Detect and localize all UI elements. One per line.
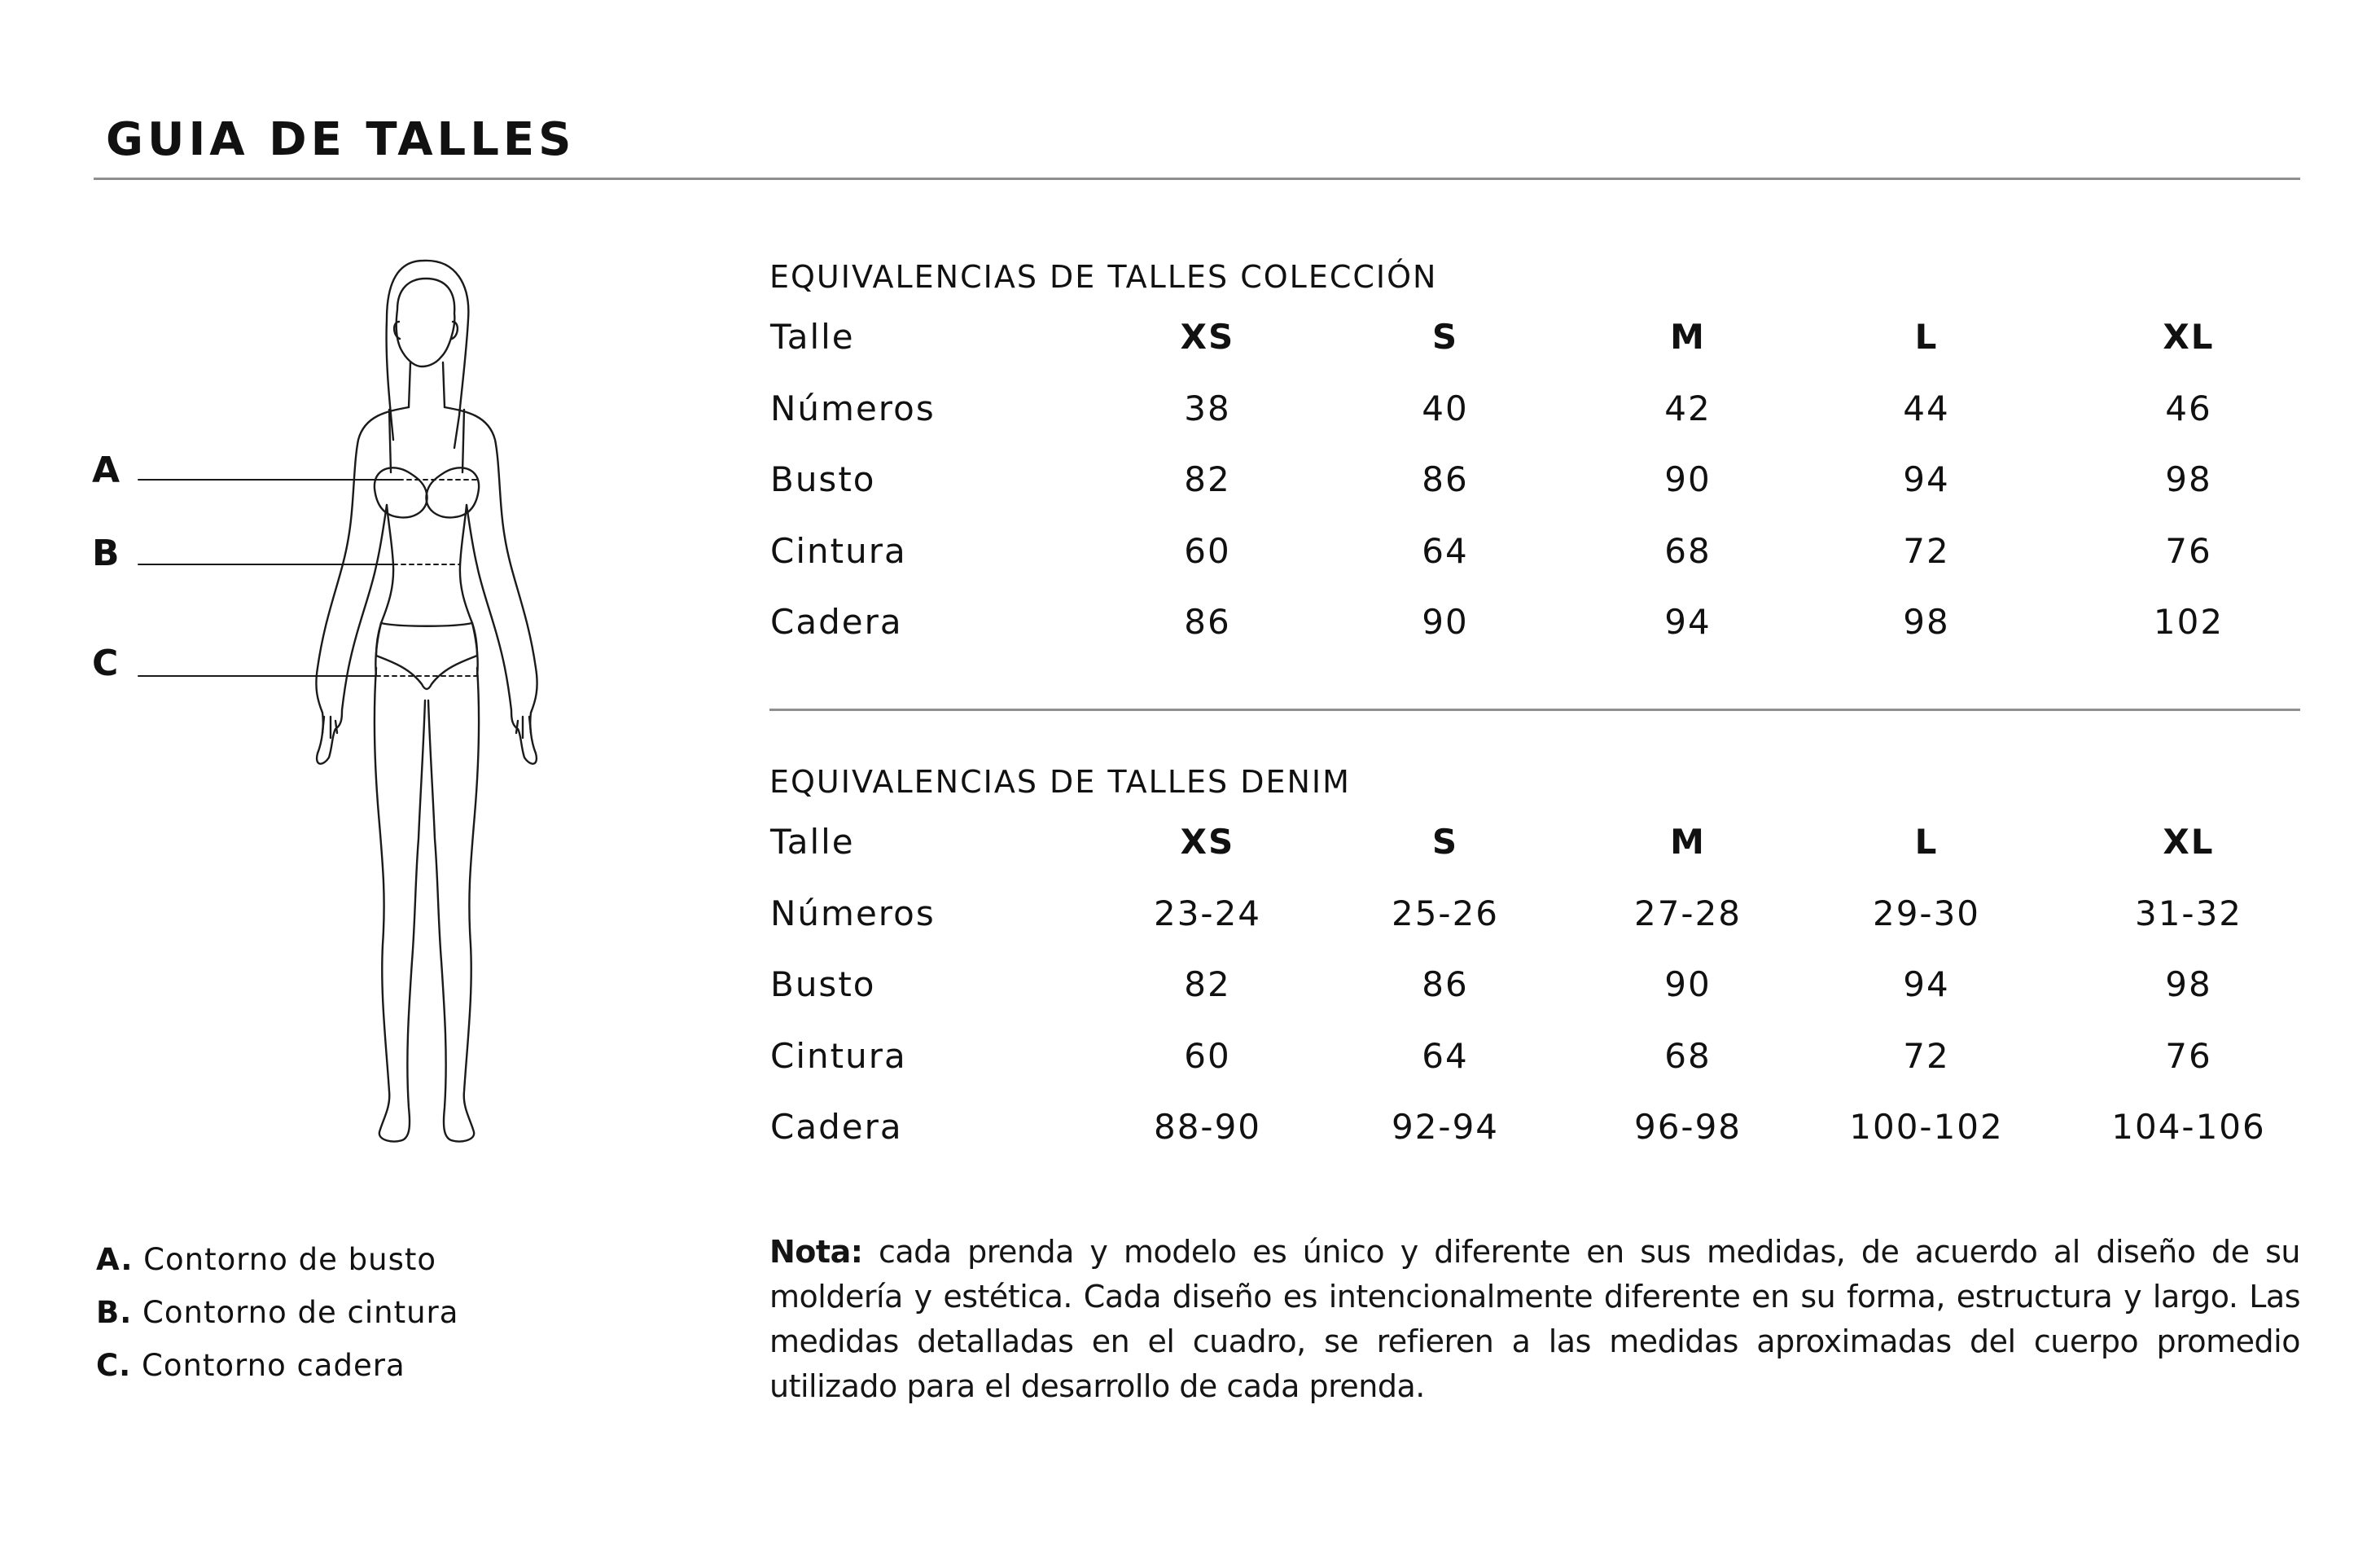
title-divider xyxy=(94,178,2300,180)
page-title: GUIA DE TALLES xyxy=(106,113,576,166)
face-outline xyxy=(397,279,455,367)
row-label: Números xyxy=(770,893,936,933)
table-cell: 90 xyxy=(1664,964,1712,1004)
size-header: M xyxy=(1670,317,1706,357)
table-title: EQUIVALENCIAS DE TALLES COLECCIÓN xyxy=(769,259,1438,295)
table-cell: 42 xyxy=(1664,388,1712,428)
size-header: XS xyxy=(1180,822,1235,862)
panties-outline xyxy=(376,623,477,689)
torso-right-side xyxy=(460,505,478,676)
table-row xyxy=(768,444,2299,516)
legend-label: Contorno de cintura xyxy=(142,1295,459,1330)
table-cell: 60 xyxy=(1184,530,1231,571)
left-arm-outline xyxy=(316,407,409,764)
table-cell: 98 xyxy=(2165,964,2212,1004)
table-cell: 94 xyxy=(1903,964,1950,1004)
body-figure-illustration xyxy=(73,244,627,1173)
table-row xyxy=(768,1021,2299,1092)
table-cell: 82 xyxy=(1184,964,1231,1004)
table-cell: 46 xyxy=(2165,388,2212,428)
table-row xyxy=(768,1091,2299,1163)
row-label: Talle xyxy=(770,822,855,862)
table-cell: 64 xyxy=(1422,1035,1469,1076)
table-row xyxy=(768,373,2299,445)
marker-b: B xyxy=(92,533,120,574)
size-header: L xyxy=(1914,317,1939,357)
table-cell: 31-32 xyxy=(2134,893,2243,933)
right-arm-outline xyxy=(445,407,537,764)
table-cell: 68 xyxy=(1664,530,1712,571)
table-cell: 90 xyxy=(1664,459,1712,499)
table-cell: 23-24 xyxy=(1153,893,1262,933)
table-cell: 86 xyxy=(1184,602,1231,642)
table-cell: 100-102 xyxy=(1849,1107,2004,1147)
right-hand-detail xyxy=(516,717,531,738)
size-header: XS xyxy=(1180,317,1235,357)
table-header-row xyxy=(768,806,2299,878)
size-header: S xyxy=(1431,317,1459,357)
table-row xyxy=(768,949,2299,1021)
row-label: Cintura xyxy=(770,1035,907,1076)
table-cell: 86 xyxy=(1422,964,1469,1004)
table-cell: 64 xyxy=(1422,530,1469,571)
table-cell: 98 xyxy=(1903,602,1950,642)
table-cell: 88-90 xyxy=(1153,1107,1262,1147)
table-cell: 68 xyxy=(1664,1035,1712,1076)
note-text: cada prenda y modelo es único y diferente en sus medidas, de acuerdo al diseño de su moldería y estética. Cada diseño es intencionalmente diferente en su forma, estructura y largo. Las medidas detalladas en el cuadro, se refieren a las medidas aproximadas del cuerpo promedio utilizado para el desarrollo de cada prenda. xyxy=(769,1234,2300,1404)
size-header: XL xyxy=(2163,822,2215,862)
row-label: Busto xyxy=(770,964,876,1004)
size-header: L xyxy=(1914,822,1939,862)
size-header: M xyxy=(1670,822,1706,862)
row-label: Talle xyxy=(770,317,855,357)
table-divider xyxy=(769,709,2300,711)
table-cell: 60 xyxy=(1184,1035,1231,1076)
legend-label: Contorno cadera xyxy=(141,1348,405,1383)
legend-key: A. xyxy=(96,1242,134,1277)
note-paragraph xyxy=(769,1230,2300,1409)
size-table-coleccion xyxy=(768,252,2299,658)
left-leg-outline xyxy=(375,668,425,1142)
legend-item-bust xyxy=(96,1233,458,1286)
table-cell: 27-28 xyxy=(1633,893,1742,933)
table-cell: 72 xyxy=(1903,530,1950,571)
table-cell: 102 xyxy=(2153,602,2224,642)
bra-straps xyxy=(389,410,464,472)
table-cell: 94 xyxy=(1903,459,1950,499)
row-label: Cintura xyxy=(770,530,907,571)
marker-c: C xyxy=(92,643,119,684)
table-cell: 82 xyxy=(1184,459,1231,499)
legend-item-hip xyxy=(96,1339,458,1392)
table-cell: 25-26 xyxy=(1391,893,1500,933)
marker-a: A xyxy=(92,450,121,491)
table-cell: 72 xyxy=(1903,1035,1950,1076)
table-cell: 76 xyxy=(2165,1035,2212,1076)
right-leg-outline xyxy=(428,668,479,1142)
row-label: Números xyxy=(770,388,936,428)
table-cell: 44 xyxy=(1903,388,1950,428)
table-cell: 98 xyxy=(2165,459,2212,499)
legend-item-waist xyxy=(96,1286,458,1339)
table-row xyxy=(768,586,2299,658)
legend-label: Contorno de busto xyxy=(143,1242,437,1277)
table-cell: 96-98 xyxy=(1633,1107,1742,1147)
legend-key: B. xyxy=(96,1295,133,1330)
measurement-legend xyxy=(96,1233,458,1392)
bra-right-cup xyxy=(426,467,479,517)
hair-outline xyxy=(387,261,469,448)
note-label: Nota: xyxy=(769,1234,863,1270)
bra-left-cup xyxy=(375,467,427,517)
size-header: S xyxy=(1431,822,1459,862)
table-cell: 76 xyxy=(2165,530,2212,571)
neck-outline xyxy=(409,362,445,407)
table-cell: 94 xyxy=(1664,602,1712,642)
row-label: Cadera xyxy=(770,1107,903,1147)
row-label: Cadera xyxy=(770,602,903,642)
size-table-denim xyxy=(768,757,2299,1163)
legend-key: C. xyxy=(96,1348,132,1383)
row-label: Busto xyxy=(770,459,876,499)
left-hand-detail xyxy=(322,717,337,738)
table-row xyxy=(768,516,2299,587)
table-title: EQUIVALENCIAS DE TALLES DENIM xyxy=(769,764,1351,800)
size-header: XL xyxy=(2163,317,2215,357)
table-cell: 90 xyxy=(1422,602,1469,642)
torso-left-side xyxy=(375,505,393,676)
table-cell: 40 xyxy=(1422,388,1469,428)
table-cell: 38 xyxy=(1184,388,1231,428)
table-row xyxy=(768,878,2299,950)
table-cell: 29-30 xyxy=(1872,893,1981,933)
table-cell: 92-94 xyxy=(1391,1107,1500,1147)
table-cell: 104-106 xyxy=(2111,1107,2266,1147)
table-header-row xyxy=(768,301,2299,373)
table-cell: 86 xyxy=(1422,459,1469,499)
